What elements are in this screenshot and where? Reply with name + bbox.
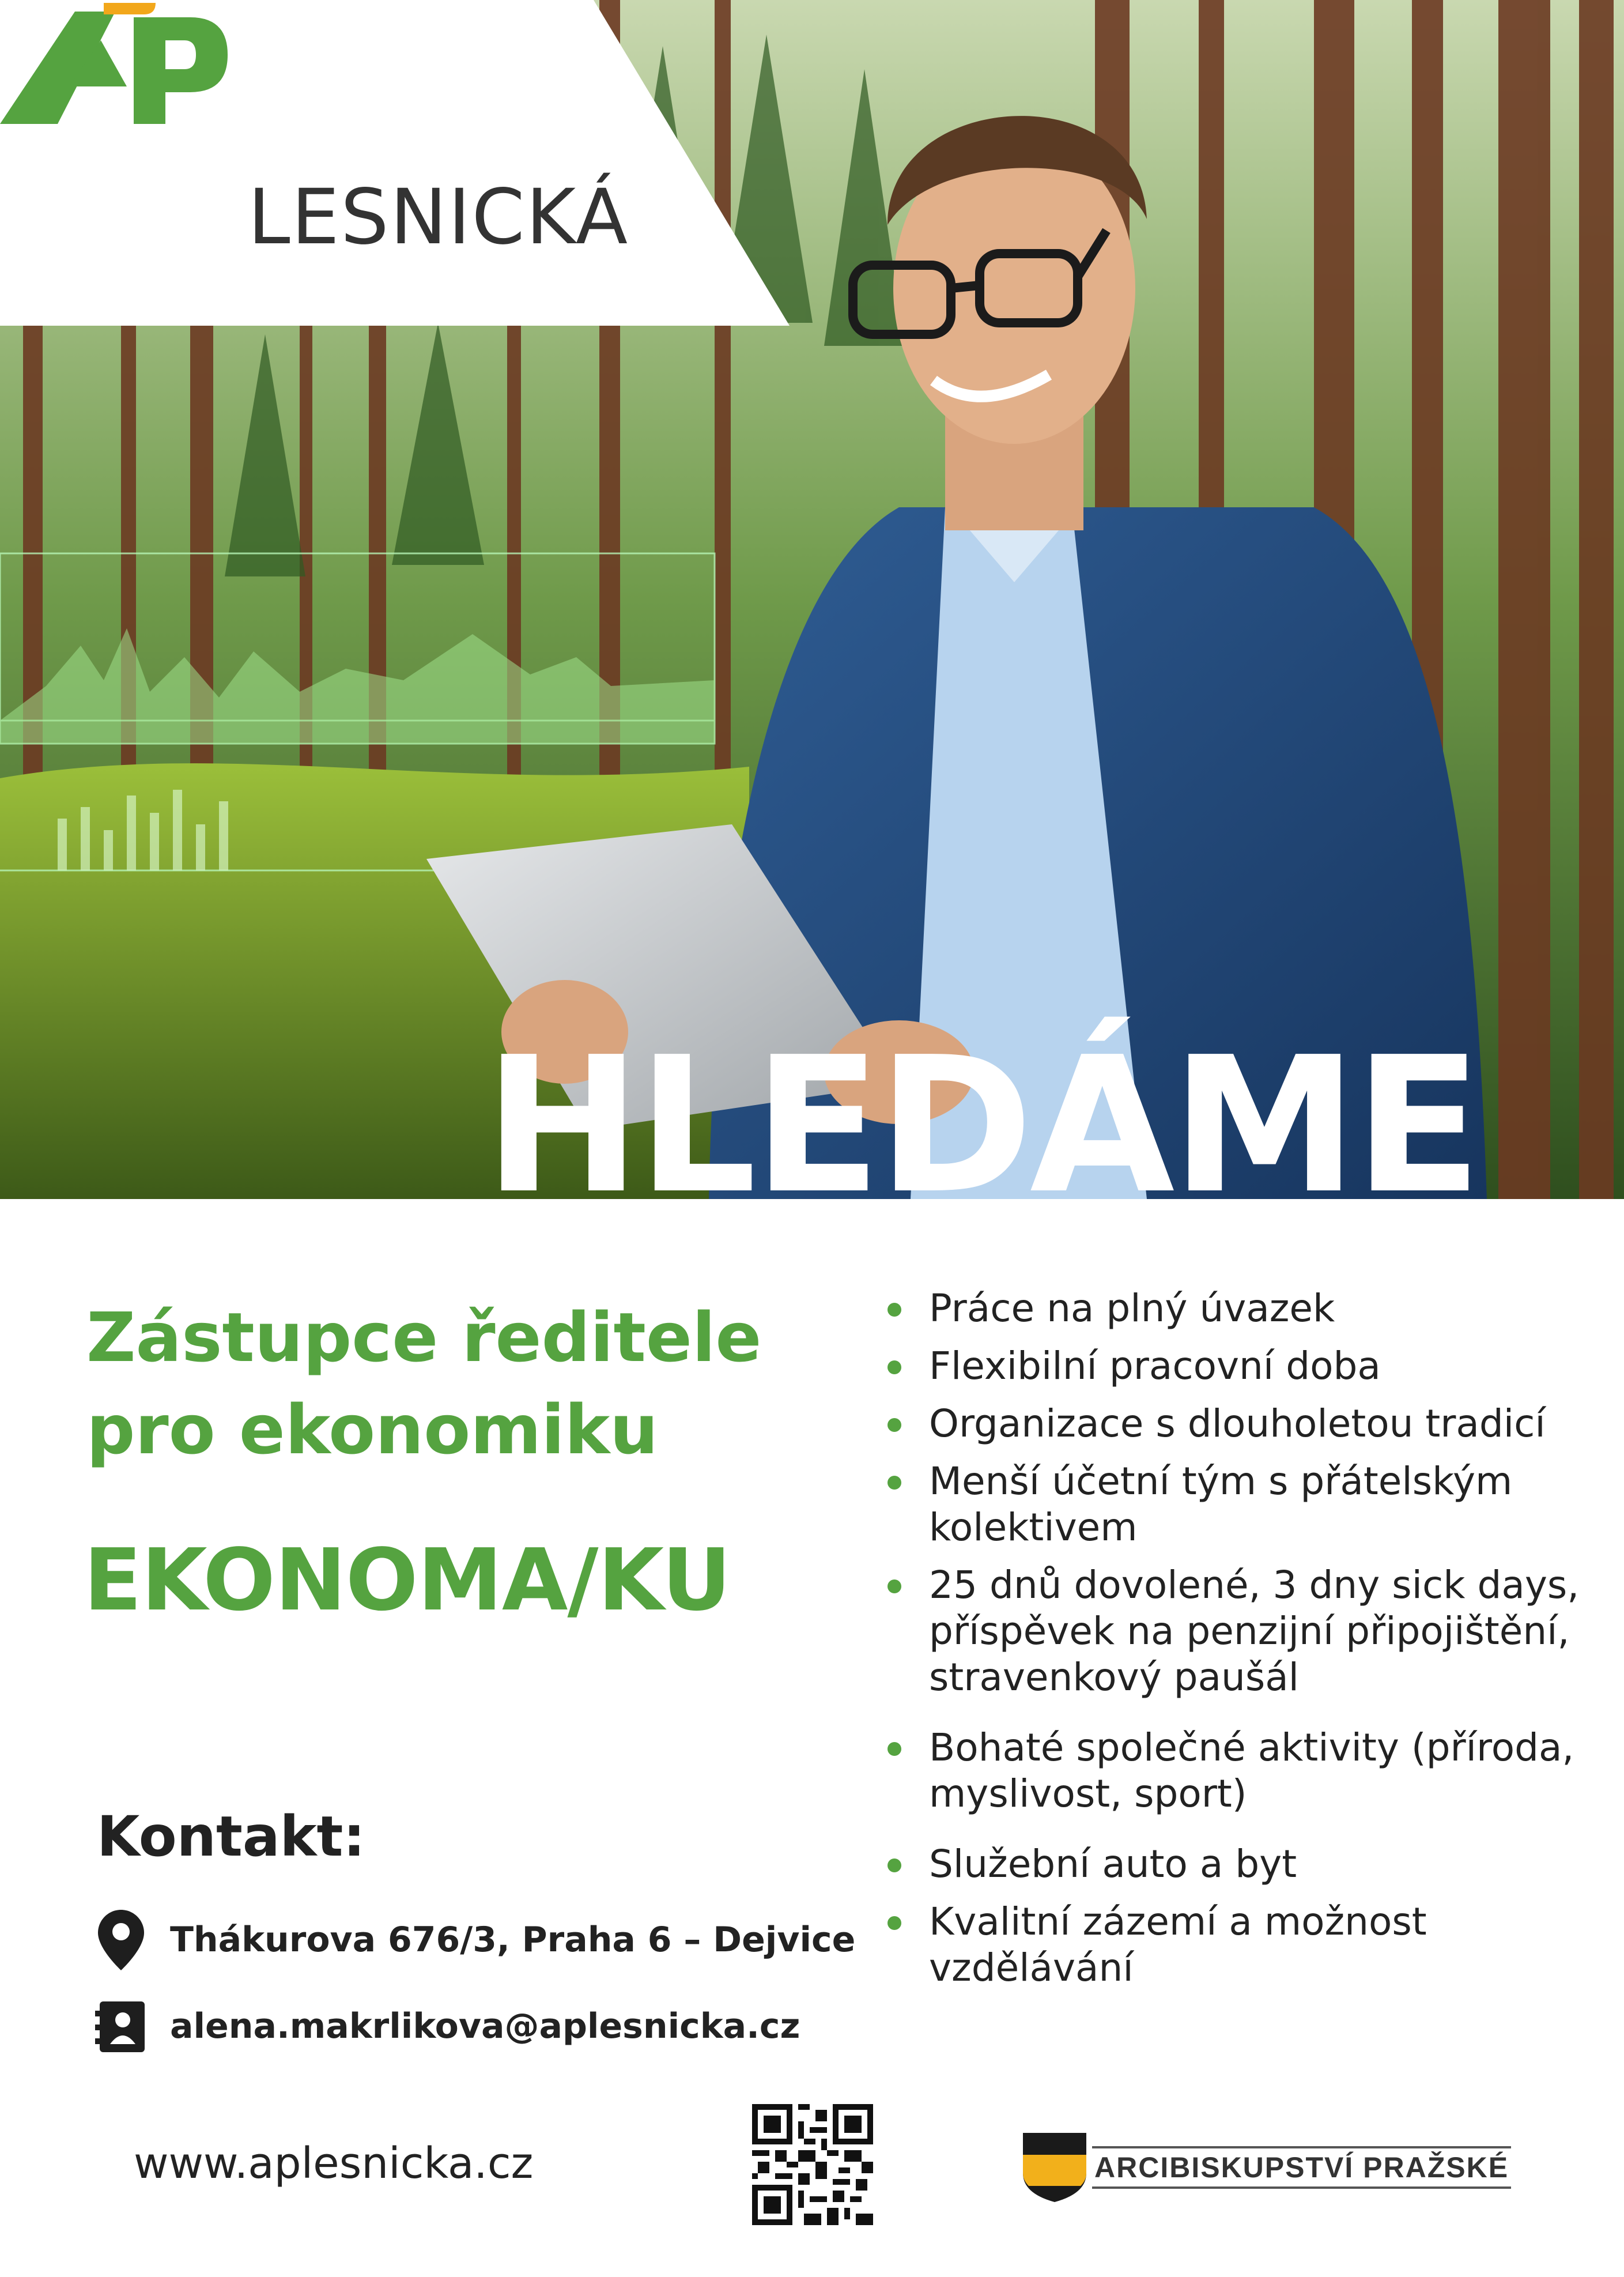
archdiocese-shield-icon [1023, 2133, 1086, 2202]
qr-code-icon [752, 2104, 873, 2225]
benefit-item: Bohaté společné aktivity (příroda, myslivost, sport) [887, 1725, 1602, 1817]
contact-card-icon [95, 1995, 147, 2058]
contact-email[interactable]: alena.makrlikova@aplesnicka.cz [170, 2006, 800, 2046]
benefit-item: 25 dnů dovolené, 3 dny sick days, příspěvek na penzijní připojištění, stravenkový paušál [887, 1562, 1602, 1701]
job-title-line-2: pro ekonomiku [86, 1390, 659, 1470]
benefit-item: Menší účetní tým s přátelským kolektivem [887, 1458, 1602, 1551]
location-pin-icon [95, 1908, 147, 1971]
job-title [86, 1291, 836, 1476]
company-logo-name: LESNICKÁ [248, 173, 629, 262]
contact-email-row [95, 1995, 800, 2058]
contact-address-row [95, 1908, 855, 1971]
benefit-item: Práce na plný úvazek [887, 1285, 1602, 1332]
benefit-item: Flexibilní pracovní doba [887, 1343, 1602, 1389]
company-logo-icon [0, 0, 553, 167]
partner-name: ARCIBISKUPSTVÍ PRAŽSKÉ [1092, 2146, 1511, 2189]
job-title-line-1: Zástupce ředitele [86, 1298, 762, 1377]
benefit-item: Organizace s dlouholetou tradicí [887, 1401, 1602, 1447]
contact-address: Thákurova 676/3, Praha 6 – Dejvice [170, 1920, 856, 1960]
partner-logo [1023, 2133, 1511, 2202]
contact-heading: Kontakt: [97, 1804, 365, 1869]
headline-hledame: HLEDÁME [484, 1016, 1479, 1199]
job-role: EKONOMA/KU [84, 1530, 731, 1630]
benefit-item: Služební auto a byt [887, 1841, 1602, 1887]
website-link[interactable]: www.aplesnicka.cz [134, 2139, 534, 2188]
benefits-list [887, 1285, 1602, 2003]
benefit-item: Kvalitní zázemí a možnost vzdělávání [887, 1899, 1602, 1991]
